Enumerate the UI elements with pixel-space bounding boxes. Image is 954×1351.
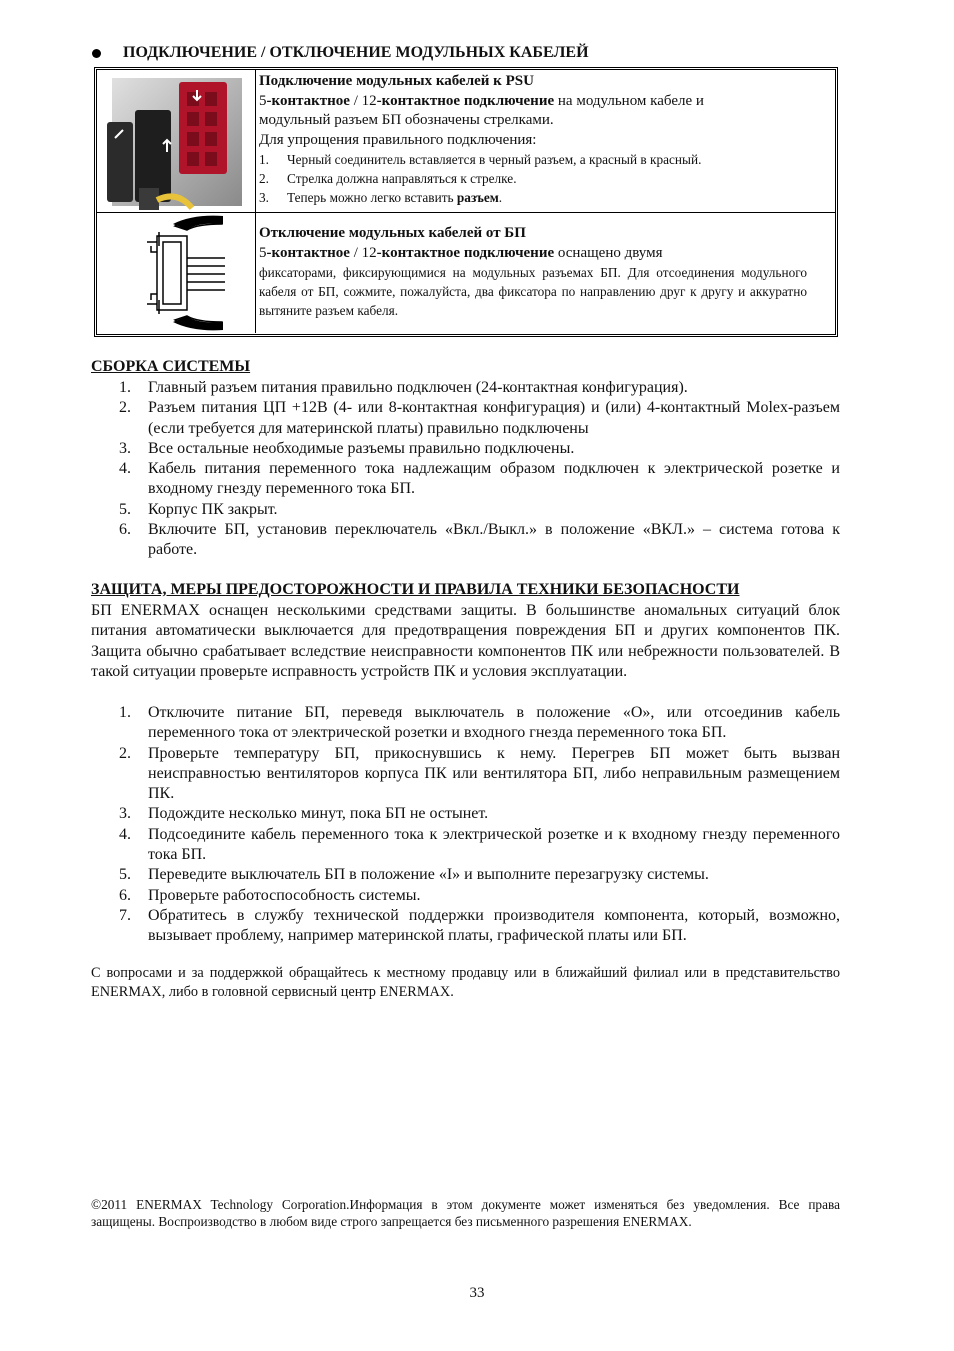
item-number: 1.: [119, 379, 131, 396]
disconnect-instructions: [259, 224, 827, 320]
list-item: [91, 825, 840, 866]
item-text: Отключите питание БП, переведя выключатель в положение «O», или отсоединив кабель переменного тока от электрической розетки и входного гнезда переменного тока БП.: [148, 704, 840, 742]
list-item: [259, 188, 827, 207]
item-text: Обратитесь в службу технической поддержки производителя компонента, который, возможно, вызывает проблему, например материнской платы, графической платы или БП.: [148, 906, 840, 945]
step-text: .: [498, 190, 503, 205]
text-run: / 12: [349, 244, 377, 261]
page-number: 33: [469, 1285, 485, 1301]
item-text: Подсоедините кабель переменного тока к электрической розетке и к входному гнезду переменного тока БП.: [148, 825, 840, 864]
disconnect-title: Отключение модульных кабелей от БП: [259, 225, 526, 241]
disconnect-line1: [259, 244, 827, 264]
text-run-bold: -контактное: [266, 244, 350, 261]
safety-list: [91, 703, 840, 947]
list-item: [91, 378, 840, 398]
item-text: Включите БП, установив переключатель «Вкл./Выкл.» в положение «ВКЛ.» – система готова к работе.: [148, 521, 840, 559]
connect-line1: [259, 92, 827, 112]
text-run: оснащено двумя: [554, 244, 663, 261]
item-number: 1.: [119, 704, 131, 721]
item-number: 3.: [119, 805, 131, 823]
item-number: 5.: [119, 500, 131, 518]
item-number: 6.: [119, 521, 131, 539]
item-text: Переведите выключатель БП в положение «I» и выполните перезагрузку системы.: [148, 866, 709, 884]
item-text: Проверьте температуру БП, прикоснувшись к нему. Перегрев БП может быть вызван неисправностью вентиляторов корпуса ПК или вентилятора БП, либо неправильным размещением ПК.: [148, 744, 840, 803]
list-item: [259, 169, 827, 188]
item-text: Главный разъем питания правильно подключен (24-контактная конфигурация).: [148, 379, 688, 396]
heading-text: ПОДКЛЮЧЕНИЕ / ОТКЛЮЧЕНИЕ МОДУЛЬНЫХ КАБЕЛЕЙ: [123, 44, 589, 61]
step-number: 1.: [259, 152, 269, 167]
item-text: Проверьте работоспособность системы.: [148, 886, 421, 904]
step-text: Теперь можно легко вставить: [287, 190, 457, 205]
modular-cable-table: [94, 67, 838, 337]
item-number: 2.: [119, 399, 131, 417]
table-row-disconnect: [97, 212, 835, 333]
list-item: [91, 439, 840, 459]
item-text: Подождите несколько минут, пока БП не остынет.: [148, 805, 489, 823]
item-text: Кабель питания переменного тока надлежащим образом подключен к электрической розетке и входному гнезду переменного тока БП.: [148, 460, 840, 498]
text-run: 5: [259, 244, 267, 261]
item-text: Все остальные необходимые разъемы правильно подключены.: [148, 439, 575, 457]
text-run: на модульном кабеле и: [554, 92, 704, 109]
text-run-bold: -контактное подключение: [376, 92, 555, 109]
step-text-bold: разъем: [456, 190, 499, 205]
connect-title: Подключение модульных кабелей к PSU: [259, 73, 534, 89]
item-number: 2.: [119, 744, 131, 762]
bullet-icon: [92, 49, 101, 58]
item-number: 3.: [119, 439, 131, 457]
list-item: [259, 150, 827, 169]
step-number: 3.: [259, 190, 269, 205]
list-item: [91, 520, 840, 561]
connect-line3: Для упрощения правильного подключения:: [259, 131, 537, 148]
safety-intro: БП ENERMAX оснащен несколькими средствами защиты. В большинстве аномальных ситуаций блок питания автоматически выключается для предотвращения повреждения БП и других компонентов ПК. Защита обычно срабатывает вследствие неисправности компонентов ПК или небрежности пользователей. В такой ситуации проверьте исправность устройств ПК и условия эксплуатации.: [91, 602, 840, 680]
step-number: 2.: [259, 171, 269, 186]
text-run: 5: [259, 92, 267, 109]
list-item: [91, 804, 840, 824]
list-item: [91, 744, 840, 805]
assembly-title: СБОРКА СИСТЕМЫ: [91, 358, 251, 375]
text-run-bold: -контактное: [266, 92, 350, 109]
disconnect-body: фиксаторами, фиксирующимися на модульных разъемах БП. Для отсоединения модульного кабеля от БП, сожмите, пожалуйста, два фиксатора по направлению друг к другу и аккуратно вытяните разъем кабеля.: [259, 265, 807, 318]
list-item: [91, 865, 840, 885]
assembly-list: [91, 378, 840, 561]
item-text: Разъем питания ЦП +12В (4- или 8-контактная конфигурация) и (или) 4-контактный Molex-разъем (если требуется для материнской платы) правильно подключены: [148, 399, 840, 437]
list-item: [91, 906, 840, 947]
item-text: Корпус ПК закрыт.: [148, 500, 278, 518]
text-run: / 12: [349, 92, 377, 109]
contact-note: С вопросами и за поддержкой обращайтесь к местному продавцу или в ближайший филиал или в представительство ENERMAX, либо в головной сервисный центр ENERMAX.: [91, 965, 840, 1000]
item-number: 6.: [119, 886, 131, 904]
item-number: 4.: [119, 460, 131, 478]
step-text: Стрелка должна направляться к стрелке.: [287, 171, 517, 186]
table-row-connect: [97, 70, 835, 213]
connect-instructions: [259, 72, 827, 207]
copyright-footer: ©2011 ENERMAX Technology Corporation.Информация в этом документе может изменяться без уведомления. Все права защищены. Воспроизводство в любом виде строго запрещается без письменного разрешения ENERMAX.: [91, 1197, 840, 1229]
step-text: Черный соединитель вставляется в черный разъем, а красный в красный.: [287, 152, 702, 167]
connector-diagram: [97, 212, 256, 333]
connect-line2: модульный разъем БП обозначены стрелками.: [259, 112, 554, 128]
connect-steps: [259, 150, 827, 207]
item-number: 7.: [119, 906, 131, 924]
safety-title: ЗАЩИТА, МЕРЫ ПРЕДОСТОРОЖНОСТИ И ПРАВИЛА ТЕХНИКИ БЕЗОПАСНОСТИ: [91, 581, 740, 598]
section-heading-modular-cables: [92, 44, 589, 62]
list-item: [91, 459, 840, 500]
text-run-bold: -контактное подключение: [376, 244, 555, 261]
connector-photo: [97, 70, 256, 212]
list-item: [91, 398, 840, 439]
list-item: [91, 500, 840, 520]
item-number: 5.: [119, 866, 131, 884]
list-item: [91, 703, 840, 744]
item-number: 4.: [119, 825, 131, 843]
list-item: [91, 886, 840, 906]
